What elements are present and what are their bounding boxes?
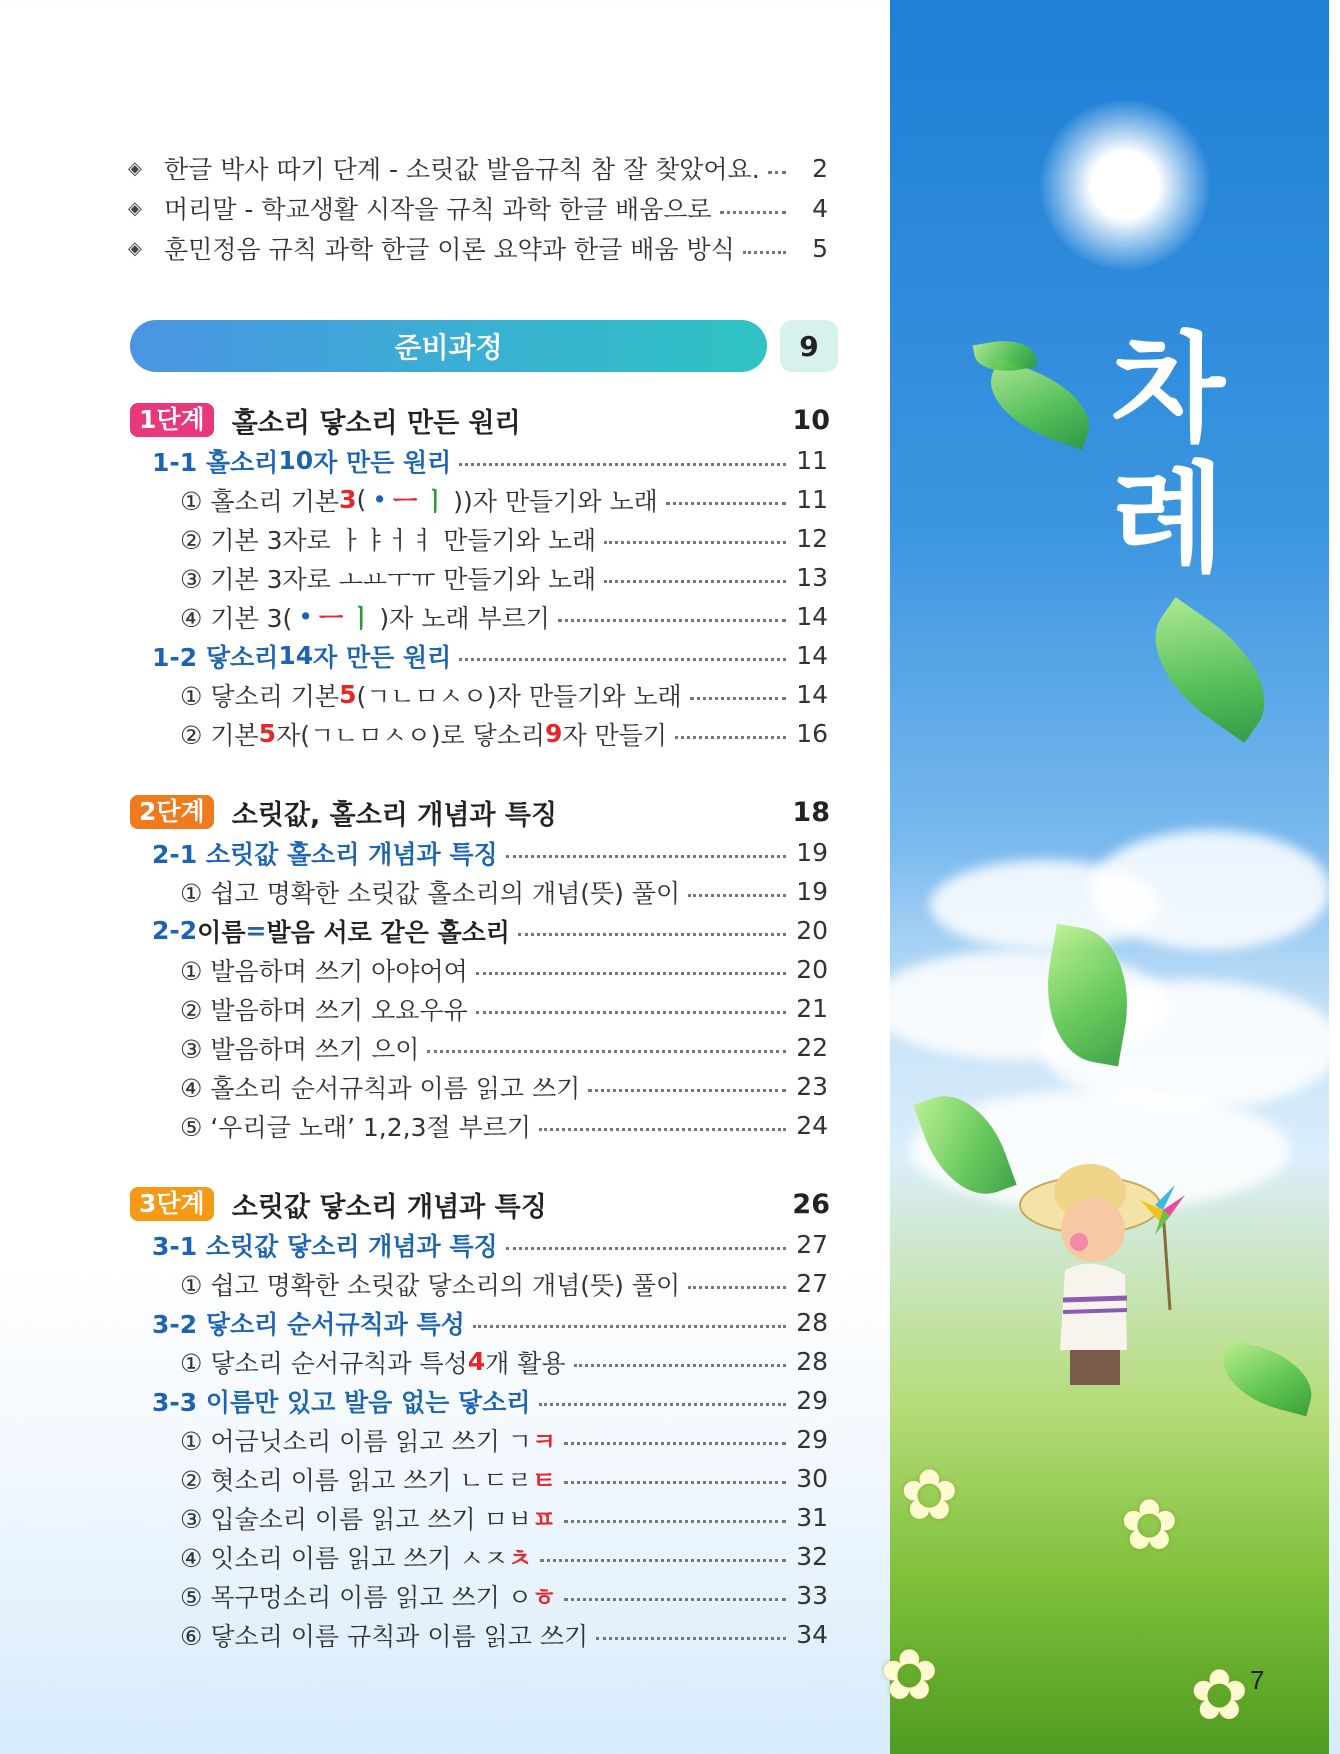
stage-title: 홀소리 닿소리 만든 원리 — [231, 407, 521, 439]
toc-subsection[interactable] — [152, 636, 828, 675]
intro-item-page: 4 — [812, 193, 828, 223]
flower-icon: ✿ — [900, 1454, 959, 1536]
toc-subsection[interactable] — [152, 833, 828, 872]
toc-item[interactable] — [180, 1106, 828, 1145]
highlight-letter: ㅊ — [507, 1543, 532, 1573]
sub-label: 1-1 홀소리 — [152, 447, 279, 477]
vertical-glyph: ㅣ — [423, 486, 448, 516]
item-label: ③ 발음하며 쓰기 으이 — [180, 1034, 420, 1064]
toc-item[interactable] — [180, 950, 828, 989]
item-page: 23 — [796, 1072, 828, 1101]
toc-item[interactable] — [180, 1420, 828, 1459]
item-label: ③ 입술소리 이름 읽고 쓰기 ㅁㅂ — [180, 1504, 532, 1534]
item-page: 19 — [796, 877, 828, 906]
sub-label: 1-2 닿소리 — [152, 642, 279, 672]
prep-section-banner[interactable]: 준비과정 — [130, 320, 767, 372]
stage-page: 18 — [792, 796, 830, 828]
sun-icon — [1040, 100, 1210, 270]
intro-item-page: 2 — [812, 153, 828, 183]
item-page: 34 — [796, 1620, 828, 1649]
equals-sign: = — [245, 916, 267, 945]
item-label: ))자 만들기와 노래 — [453, 486, 658, 516]
toc-item[interactable] — [180, 1459, 828, 1498]
leaf-icon — [978, 358, 1101, 450]
leaf-icon — [1215, 1339, 1321, 1417]
item-number: 3 — [339, 485, 357, 514]
item-label: 자(ㄱㄴㅁㅅㅇ)로 닿소리 — [276, 720, 546, 750]
stage-1-heading[interactable] — [130, 400, 830, 440]
highlight-letter: ㅎ — [531, 1582, 557, 1612]
stage-title: 소릿값, 홀소리 개념과 특징 — [231, 799, 558, 831]
toc-subsection[interactable] — [152, 911, 828, 950]
toc-item[interactable] — [180, 519, 828, 558]
toc-item[interactable] — [180, 714, 828, 753]
item-page: 20 — [796, 955, 828, 984]
item-number: 5 — [258, 719, 277, 748]
dot-glyph: • — [372, 485, 387, 514]
item-label: ① 어금닛소리 이름 읽고 쓰기 ㄱ — [180, 1426, 532, 1456]
horizontal-glyph: ㅡ — [319, 603, 344, 633]
item-label: ② 기본 3자로 ㅏㅑㅓㅕ 만들기와 노래 — [180, 525, 597, 555]
stage-badge: 3단계 — [130, 1187, 214, 1221]
intro-item-label: 머리말 - 학교생활 시작을 규칙 과학 한글 배움으로 — [164, 195, 712, 224]
stage-badge: 2단계 — [130, 795, 214, 829]
page-number: 7 — [1250, 1665, 1265, 1695]
sub-page: 29 — [796, 1386, 828, 1415]
intro-item[interactable] — [128, 148, 828, 188]
sub-label: 2-2 — [152, 916, 198, 945]
toc-item[interactable] — [180, 1537, 828, 1576]
item-label: ② 혓소리 이름 읽고 쓰기 ㄴㄷㄹ — [180, 1465, 532, 1495]
flower-icon: ✿ — [880, 1634, 939, 1716]
sub-page: 28 — [796, 1308, 828, 1337]
item-page: 29 — [796, 1425, 828, 1454]
toc-item[interactable] — [180, 1342, 828, 1381]
intro-item[interactable] — [128, 228, 828, 268]
dot-glyph: • — [298, 602, 314, 631]
toc-item[interactable] — [180, 675, 828, 714]
item-label: ② 기본 — [180, 720, 259, 750]
item-label: ① 닿소리 순서규칙과 특성 — [180, 1348, 468, 1378]
sub-page: 14 — [796, 641, 828, 670]
item-label: ④ 홀소리 순서규칙과 이름 읽고 쓰기 — [180, 1073, 581, 1103]
toc-item[interactable] — [180, 1028, 828, 1067]
item-label: )자 노래 부르기 — [379, 603, 550, 633]
sub-label: 발음 서로 같은 홀소리 — [266, 917, 510, 947]
intro-item-page: 5 — [812, 233, 828, 263]
item-number: 5 — [339, 680, 357, 709]
item-label: ④ 기본 3( — [180, 603, 293, 633]
flower-icon: ✿ — [1190, 1654, 1249, 1736]
sub-label: 자 만든 원리 — [313, 642, 452, 672]
toc-item[interactable] — [180, 597, 828, 636]
item-label: ④ 잇소리 이름 읽고 쓰기 ㅅㅈ — [180, 1543, 508, 1573]
item-label: ① 발음하며 쓰기 아야어여 — [180, 956, 468, 986]
child-with-pinwheel-icon — [1015, 1150, 1185, 1430]
item-page: 13 — [796, 563, 828, 592]
toc-item[interactable] — [180, 558, 828, 597]
toc-item[interactable] — [180, 872, 828, 911]
stage-2-heading[interactable] — [130, 792, 830, 832]
intro-item[interactable] — [128, 188, 828, 228]
stage-3-heading[interactable] — [130, 1184, 830, 1224]
item-label: ② 발음하며 쓰기 오요우유 — [180, 995, 468, 1025]
diamond-bullet-icon: ◈ — [128, 237, 142, 259]
leaf-icon — [1130, 597, 1291, 743]
item-page: 22 — [796, 1033, 828, 1062]
sub-page: 20 — [796, 916, 828, 945]
item-label: ① 쉽고 명확한 소릿값 홀소리의 개념(뜻) 풀이 — [180, 878, 681, 908]
toc-item[interactable] — [180, 1576, 828, 1615]
item-label: ③ 기본 3자로 ㅗㅛㅜㅠ 만들기와 노래 — [180, 564, 597, 594]
sub-label-number: 14 — [278, 641, 314, 670]
toc-subsection[interactable] — [152, 1303, 828, 1342]
item-number: 9 — [545, 719, 563, 748]
sub-label: 3-3 이름만 있고 발음 없는 닿소리 — [152, 1387, 531, 1417]
item-page: 12 — [796, 524, 828, 553]
toc-item[interactable] — [180, 480, 828, 519]
item-page: 27 — [796, 1269, 828, 1298]
prep-section-page: 9 — [780, 320, 838, 372]
sub-label: 2-1 소릿값 홀소리 개념과 특징 — [152, 839, 498, 869]
toc-item[interactable] — [180, 1264, 828, 1303]
diamond-bullet-icon: ◈ — [128, 157, 142, 179]
highlight-letter: ㅌ — [531, 1465, 557, 1495]
toc-title-char-2: 례 — [1111, 450, 1225, 588]
sub-page: 11 — [796, 446, 828, 475]
item-label: ① 홀소리 기본 — [180, 486, 340, 516]
item-page: 28 — [796, 1347, 828, 1376]
stage-badge: 1단계 — [130, 403, 214, 437]
toc-item[interactable] — [180, 1615, 828, 1654]
diamond-bullet-icon: ◈ — [128, 197, 142, 219]
intro-item-label: 훈민정음 규칙 과학 한글 이론 요약과 한글 배움 방식 — [164, 235, 735, 264]
item-page: 31 — [796, 1503, 828, 1532]
sub-label: 자 만든 원리 — [313, 447, 452, 477]
intro-item-label: 한글 박사 따기 단계 - 소릿값 발음규칙 참 잘 찾았어요. — [164, 155, 760, 184]
item-label: ① 닿소리 기본 — [180, 681, 340, 711]
item-page: 32 — [796, 1542, 828, 1571]
item-page: 21 — [796, 994, 828, 1023]
stage-title: 소릿값 닿소리 개념과 특징 — [231, 1191, 547, 1223]
item-label: ⑤ 목구멍소리 이름 읽고 쓰기 ㅇ — [180, 1582, 532, 1612]
item-page: 11 — [796, 485, 828, 514]
item-page: 14 — [796, 680, 828, 709]
item-number: 4 — [467, 1347, 486, 1376]
stage-page: 26 — [792, 1188, 830, 1220]
sub-page: 19 — [796, 838, 828, 867]
vertical-glyph: ㅣ — [349, 603, 374, 633]
sub-label: 3-1 소릿값 닿소리 개념과 특징 — [152, 1231, 498, 1261]
sub-label-number: 10 — [278, 446, 314, 475]
toc-subsection[interactable] — [152, 441, 828, 480]
toc-subsection[interactable] — [152, 1381, 828, 1420]
toc-item[interactable] — [180, 1498, 828, 1537]
toc-title-char-1: 차 — [1111, 320, 1225, 458]
item-page: 16 — [796, 719, 828, 748]
toc-item[interactable] — [180, 989, 828, 1028]
item-page: 30 — [796, 1464, 828, 1493]
toc-item[interactable] — [180, 1067, 828, 1106]
cover-illustration — [880, 0, 1329, 1754]
sub-label: 3-2 닿소리 순서규칙과 특성 — [152, 1309, 465, 1339]
sub-page: 27 — [796, 1230, 828, 1259]
horizontal-glyph: ㅡ — [392, 486, 418, 516]
item-label: (ㄱㄴㅁㅅㅇ)자 만들기와 노래 — [356, 681, 682, 711]
highlight-letter: ㅍ — [531, 1504, 557, 1534]
item-label: 개 활용 — [485, 1348, 566, 1378]
item-label: ( — [356, 485, 367, 514]
item-page: 33 — [796, 1581, 828, 1610]
toc-subsection[interactable] — [152, 1225, 828, 1264]
item-label: ① 쉽고 명확한 소릿값 닿소리의 개념(뜻) 풀이 — [180, 1270, 681, 1300]
item-label: 자 만들기 — [562, 720, 668, 750]
flower-icon: ✿ — [1120, 1484, 1179, 1566]
item-label: ⑤ ‘우리글 노래’ 1,2,3절 부르기 — [180, 1112, 532, 1142]
item-page: 14 — [796, 602, 828, 631]
intro-list — [128, 148, 828, 268]
sub-label: 이름 — [197, 917, 246, 947]
item-label: ⑥ 닿소리 이름 규칙과 이름 읽고 쓰기 — [180, 1621, 589, 1651]
stage-page: 10 — [792, 404, 830, 436]
highlight-letter: ㅋ — [531, 1426, 557, 1456]
item-page: 24 — [796, 1111, 828, 1140]
